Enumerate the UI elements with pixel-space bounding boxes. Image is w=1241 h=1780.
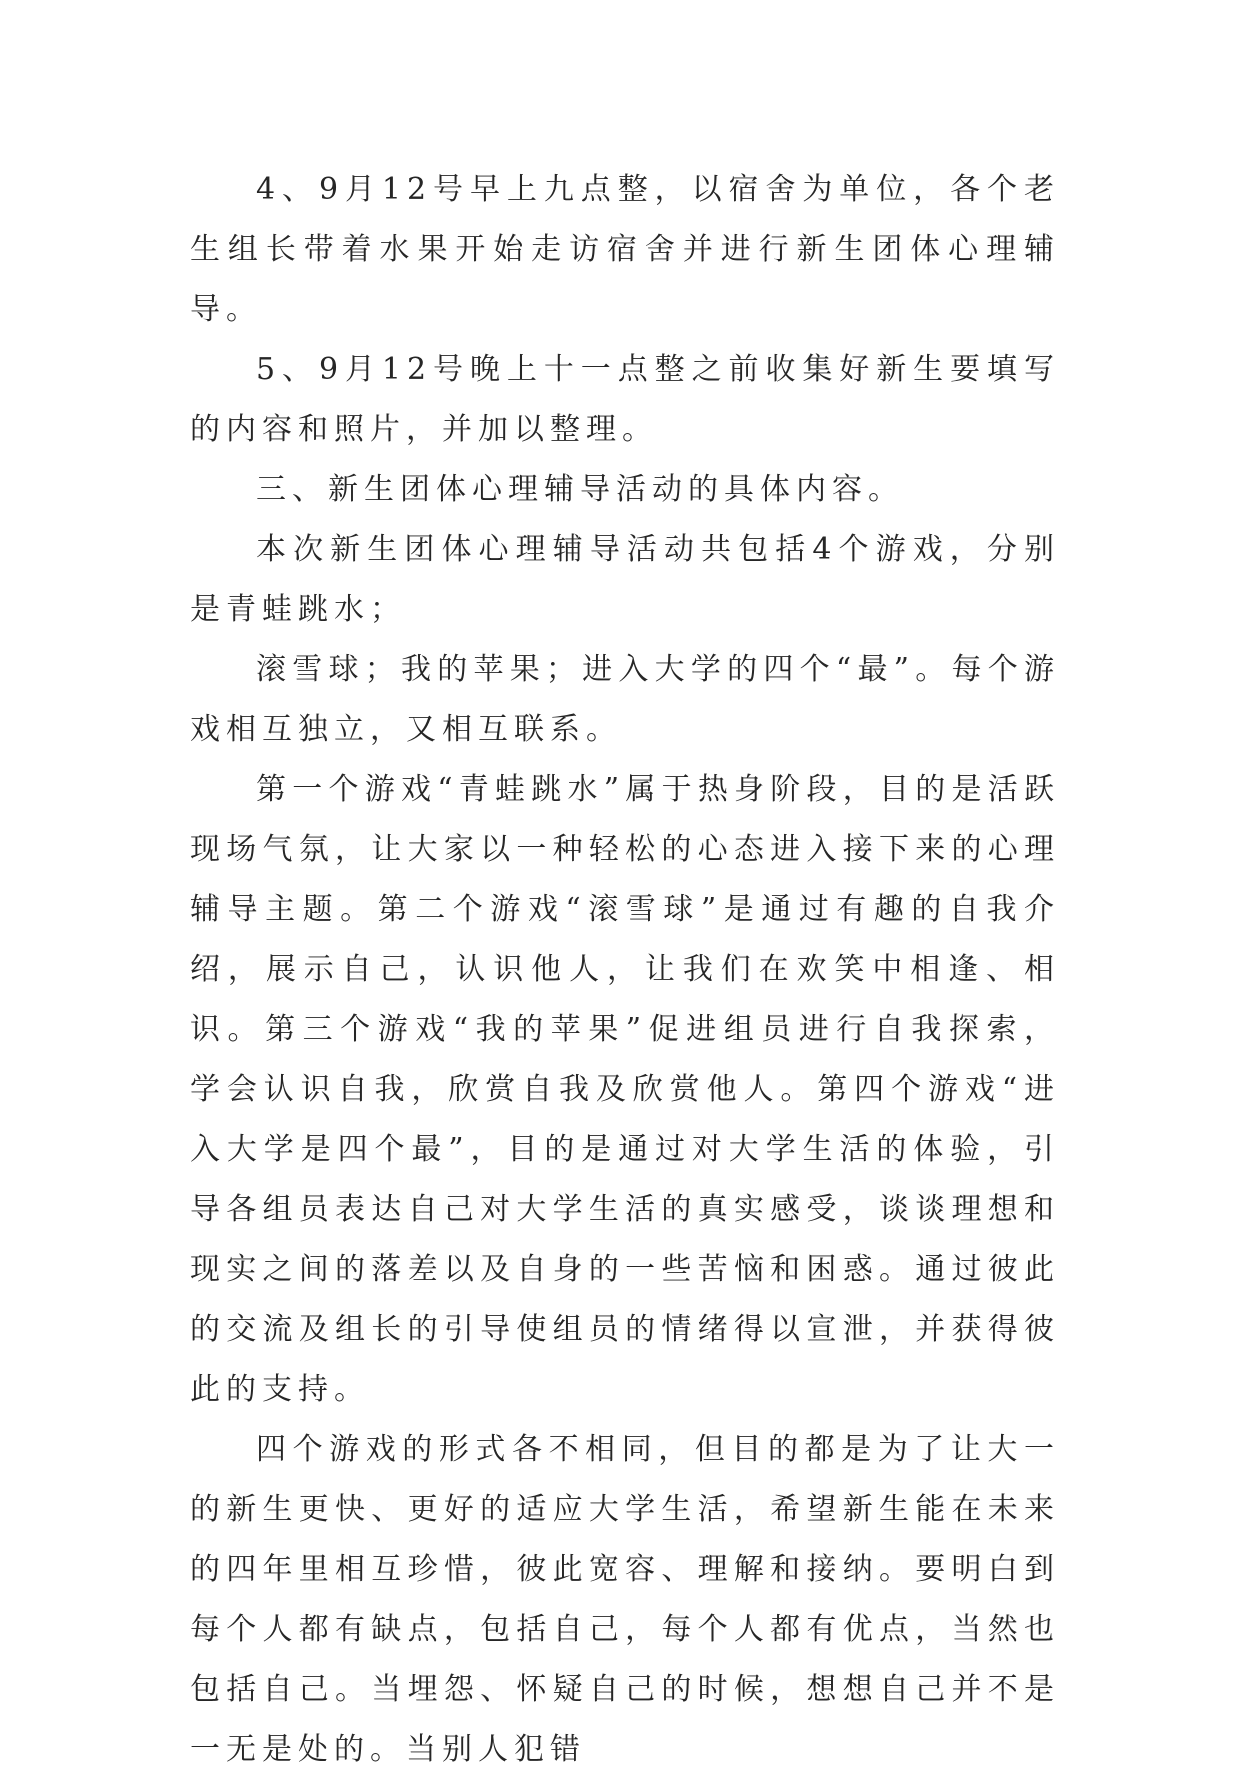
paragraph-5: 滚雪球；我的苹果；进入大学的四个“最”。每个游戏相互独立，又相互联系。 — [190, 652, 1060, 747]
paragraph-1: 4、9月12号早上九点整，以宿舍为单位，各个老生组长带着水果开始走访宿舍并进行新生团体心理辅导。 — [190, 172, 1060, 327]
section-heading-3: 三、新生团体心理辅导活动的具体内容。 — [256, 472, 904, 507]
paragraph-7: 四个游戏的形式各不相同，但目的都是为了让大一的新生更快、更好的适应大学生活，希望新生能在未来的四年里相互珍惜，彼此宽容、理解和接纳。要明白到每个人都有缺点，包括自己，每个人都有优点，当然也包括自己。当埋怨、怀疑自己的时候，想想自己并不是一无是处的。当别人犯错 — [190, 1432, 1060, 1767]
paragraph-6: 第一个游戏“青蛙跳水”属于热身阶段，目的是活跃现场气氛，让大家以一种轻松的心态进入接下来的心理辅导主题。第二个游戏“滚雪球”是通过有趣的自我介绍，展示自己，认识他人，让我们在欢笑中相逢、相识。第三个游戏“我的苹果”促进组员进行自我探索，学会认识自我，欣赏自我及欣赏他人。第四个游戏“进入大学是四个最”，目的是通过对大学生活的体验，引导各组员表达自己对大学生活的真实感受，谈谈理想和现实之间的落差以及自身的一些苦恼和困惑。通过彼此的交流及组长的引导使组员的情绪得以宣泄，并获得彼此的支持。 — [190, 772, 1060, 1407]
document-body — [190, 160, 1060, 1780]
paragraph-2: 5、9月12号晚上十一点整之前收集好新生要填写的内容和照片，并加以整理。 — [190, 352, 1060, 447]
paragraph-4: 本次新生团体心理辅导活动共包括4个游戏，分别是青蛙跳水； — [190, 532, 1060, 627]
